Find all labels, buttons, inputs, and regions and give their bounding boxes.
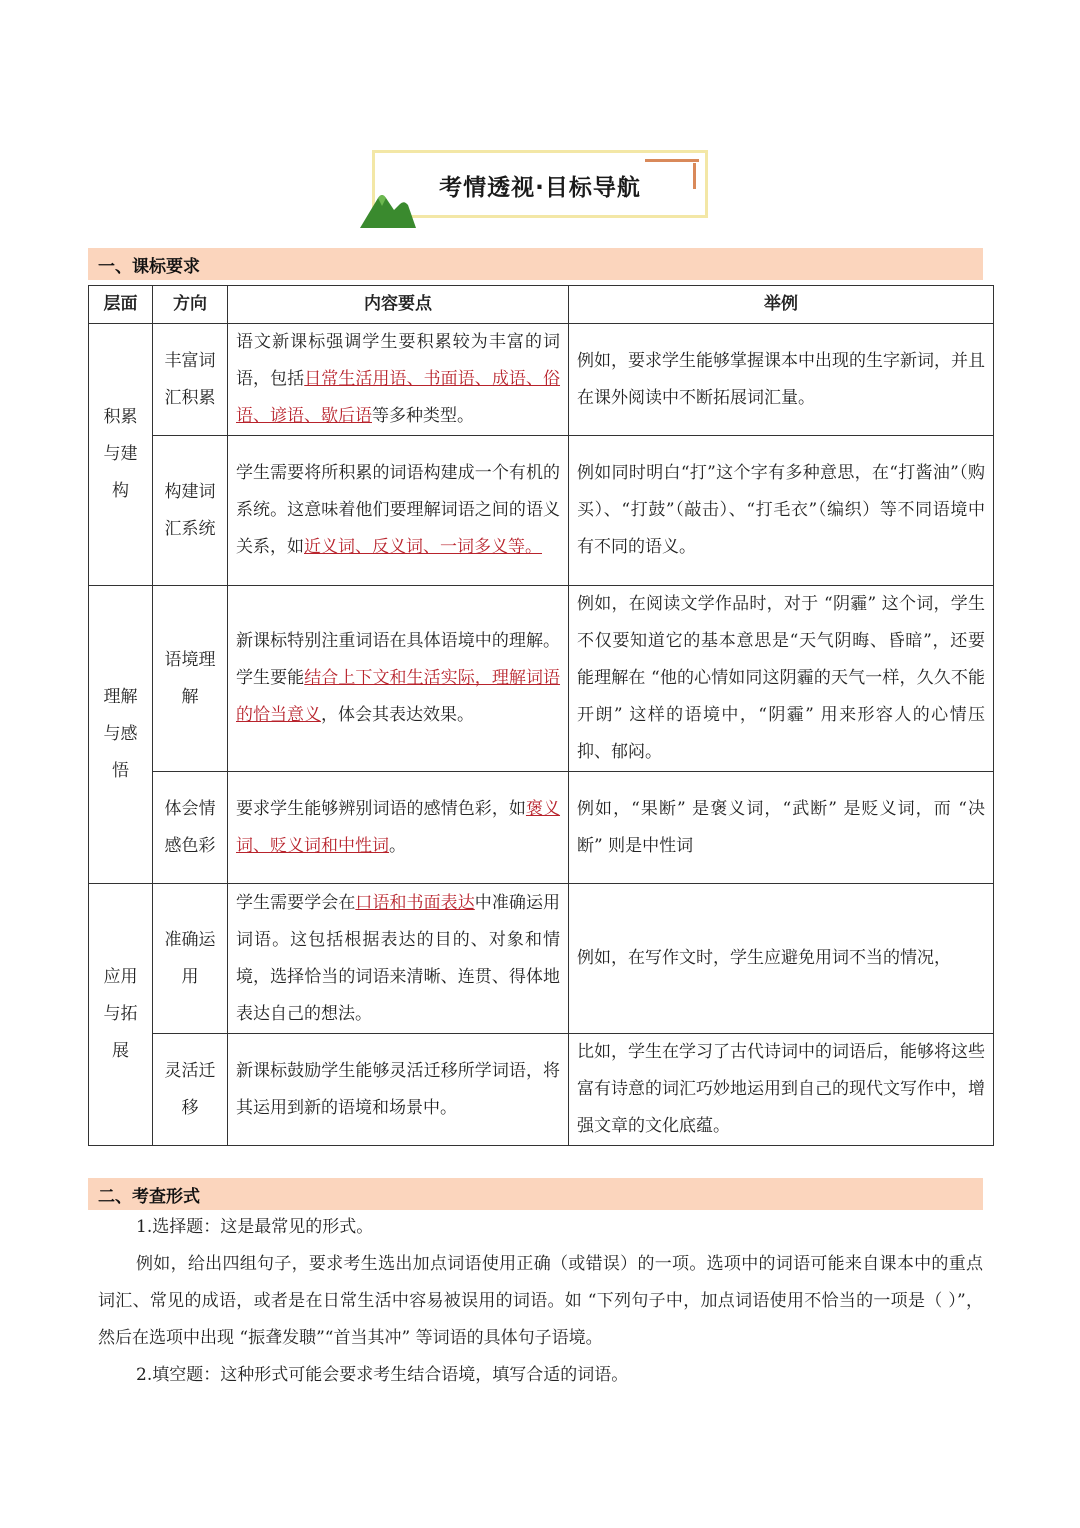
content-text: 。 [389, 835, 406, 856]
banner-accent-line [645, 159, 699, 162]
content-text: ，体会其表达效果。 [321, 705, 474, 725]
header-level: 层面 [89, 286, 153, 324]
content-cell [228, 324, 569, 436]
content-text: 新课标鼓励学生能够灵活迁移所学词语，将其运用到新的语境和场景中。 [236, 1060, 560, 1118]
example-cell: 例如同时明白“打”这个字有多种意思，在“打酱油”（购买）、“打鼓”（敲击）、“打毛衣”（编织）等不同语境中有不同的语义。 [569, 436, 994, 586]
direction-cell: 丰富词汇积累 [153, 324, 228, 436]
level-cell: 理解与感悟 [89, 586, 153, 884]
table-row [89, 772, 994, 884]
direction-cell: 准确运用 [153, 884, 228, 1034]
direction-cell: 语境理解 [153, 586, 228, 772]
table-row [89, 884, 994, 1034]
banner-title: 考情透视·目标导航 [439, 175, 641, 201]
example-cell: 例如，“果断” 是褒义词，“武断” 是贬义词，而 “决断” 则是中性词 [569, 772, 994, 884]
content-cell [228, 884, 569, 1034]
table-row [89, 586, 994, 772]
mountain-icon [360, 192, 416, 228]
table-row [89, 324, 994, 436]
header-content: 内容要点 [228, 286, 569, 324]
content-text: 学生需要将所积累的词语构建成一个有机的系统。这意味着他们要理解词语之间的语义关系，如 [236, 463, 560, 557]
section-title: 一、课标要求 [98, 257, 200, 277]
content-cell [228, 436, 569, 586]
paragraph: 例如，给出四组句子，要求考生选出加点词语使用正确（或错误）的一项。选项中的词语可能来自课本中的重点词汇、常见的成语，或者是在日常生活中容易被误用的词语。如 “下列句子中，加点词语使用不恰当的一项是（ ）”，然后在选项中出现 “振聋发聩”“首当其冲” 等词语的具体句子语境。 [98, 1254, 983, 1348]
key-term-highlight: 日常生活用语、书面语、成语、俗语、谚语、歇后语 [236, 369, 561, 426]
paragraph: 2.填空题：这种形式可能会要求考生结合语境，填写合适的词语。 [136, 1365, 629, 1385]
header-direction: 方向 [153, 286, 228, 324]
section-header-exam-forms [88, 1178, 983, 1210]
level-cell: 应用与拓展 [89, 884, 153, 1146]
content-text: 学生需要学会在 [236, 892, 356, 913]
curriculum-requirements-table [88, 285, 994, 1146]
key-term-highlight: 口语和书面表达 [355, 892, 475, 913]
section-title: 二、考查形式 [98, 1187, 200, 1207]
content-text: 等多种类型。 [372, 406, 474, 426]
level-cell: 积累与建构 [89, 324, 153, 586]
content-text: 要求学生能够辨别词语的感情色彩，如 [236, 798, 526, 819]
key-term-highlight: 近义词、反义词、一词多义等。 [304, 537, 542, 557]
example-cell: 例如，要求学生能够掌握课本中出现的生字新词，并且在课外阅读中不断拓展词汇量。 [569, 324, 994, 436]
table-row [89, 436, 994, 586]
direction-cell: 构建词汇系统 [153, 436, 228, 586]
paragraph: 1.选择题：这是最常见的形式。 [136, 1217, 374, 1237]
header-example: 举例 [569, 286, 994, 324]
direction-cell: 灵活迁移 [153, 1034, 228, 1146]
content-text: 新课标特别注重词语在具体语境中的理解。学生要能 [236, 631, 560, 688]
title-banner [372, 150, 708, 218]
content-cell [228, 586, 569, 772]
table-header-row [89, 286, 994, 324]
table-row [89, 1034, 994, 1146]
direction-cell: 体会情感色彩 [153, 772, 228, 884]
content-cell [228, 772, 569, 884]
content-cell [228, 1034, 569, 1146]
key-term-highlight: 结合上下文和生活实际，理解词语的恰当意义 [236, 668, 561, 725]
key-term-highlight: 褒义词、贬义词和中性词 [236, 798, 561, 856]
example-cell: 例如，在阅读文学作品时，对于 “阴霾” 这个词，学生不仅要知道它的基本意思是“天气阴晦、昏暗”，还要能理解在 “他的心情如同这阴霾的天气一样，久久不能开朗” 这样的语境中，“阴霾” 用来形容人的心情压抑、郁闷。 [569, 586, 994, 772]
example-cell: 比如，学生在学习了古代诗词中的词语后，能够将这些富有诗意的词汇巧妙地运用到自己的现代文写作中，增强文章的文化底蕴。 [569, 1034, 994, 1146]
content-text: 中准确运用词语。这包括根据表达的目的、对象和情境，选择恰当的词语来清晰、连贯、得体地表达自己的想法。 [236, 892, 561, 1024]
content-text: 语文新课标强调学生要积累较为丰富的词语，包括 [236, 332, 560, 389]
section-header-requirements [88, 248, 983, 280]
example-cell: 例如，在写作文时，学生应避免用词不当的情况， [569, 884, 994, 1034]
